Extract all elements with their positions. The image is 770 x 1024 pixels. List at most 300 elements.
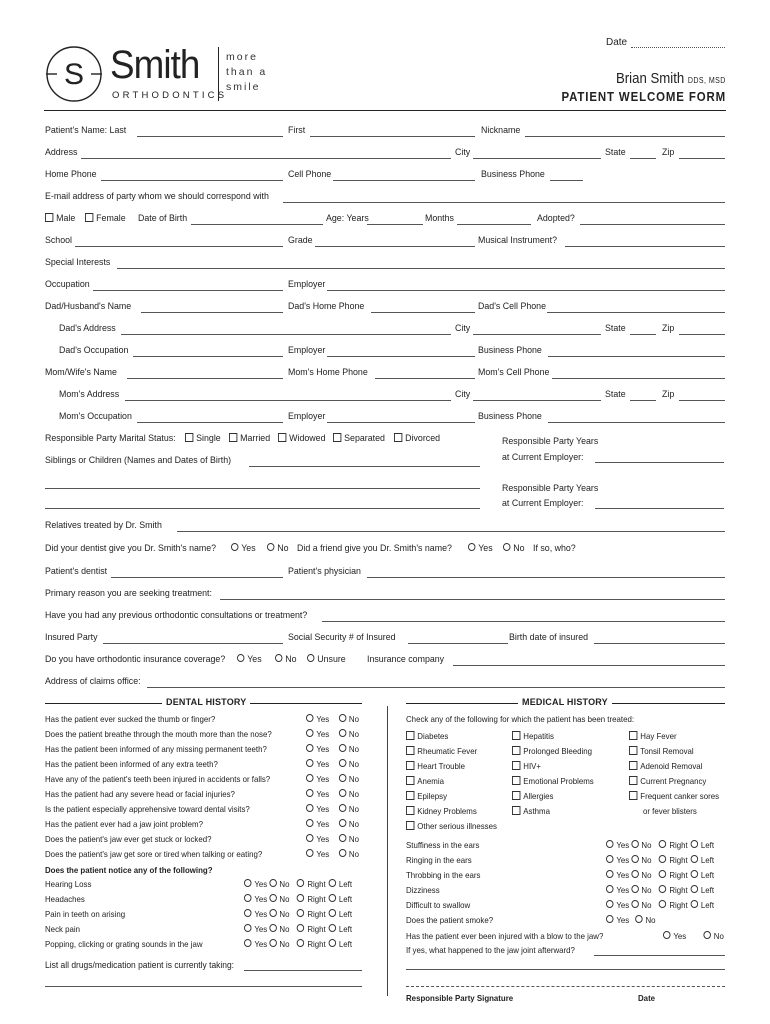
field-interests[interactable]: [117, 268, 725, 269]
medical-symptom-options: [606, 885, 714, 896]
field-dad-home[interactable]: [371, 312, 475, 313]
dental-question: Has the patient ever had a jaw joint problem?: [45, 819, 203, 829]
radio-symptom-left[interactable]: Left: [691, 885, 714, 895]
radio-dental-no[interactable]: No: [339, 759, 359, 769]
label-insured-party: Insured Party: [45, 632, 98, 643]
label-dentist-referral: Did your dentist give you Dr. Smith's name?: [45, 543, 217, 554]
field-jaw-after-2[interactable]: [406, 969, 725, 970]
radio-friend-yes[interactable]: Yes: [468, 542, 493, 556]
field-ssn[interactable]: [408, 643, 508, 644]
field-insured-party[interactable]: [103, 643, 283, 644]
radio-symptom-right[interactable]: Right: [659, 885, 688, 895]
dental-notice-options: [244, 879, 352, 890]
row-reason: [45, 587, 725, 601]
field-business-phone[interactable]: [550, 180, 583, 181]
radio-dental-no[interactable]: No: [339, 729, 359, 739]
field-patient-dentist[interactable]: [111, 577, 283, 578]
row-previous: [45, 609, 725, 623]
radio-symptom-yes[interactable]: Yes: [606, 855, 629, 865]
field-school[interactable]: [75, 246, 283, 247]
label-mom-state: State: [605, 389, 626, 400]
radio-friend-no[interactable]: No: [503, 542, 525, 556]
checkbox-medical-condition[interactable]: Hay Fever: [629, 731, 677, 742]
label-employer: Employer: [288, 279, 326, 290]
dental-history-heading: DENTAL HISTORY: [162, 697, 250, 707]
medical-symptom: Stuffiness in the ears: [406, 840, 480, 850]
row-dad-address: [45, 322, 725, 336]
radio-dental-yes[interactable]: Yes: [306, 744, 329, 754]
label-jaw-after: If yes, what happened to the jaw joint afterward?: [406, 945, 575, 955]
label-jaw-blow: Has the patient ever been injured with a blow to the jaw?: [406, 931, 604, 941]
field-dad-employer[interactable]: [327, 356, 475, 357]
radio-notice-left[interactable]: Left: [329, 894, 352, 904]
rp-years-label-2: at Current Employer:: [502, 452, 584, 463]
row-siblings: [45, 454, 480, 468]
radio-notice-yes[interactable]: Yes: [244, 939, 267, 949]
medical-symptom-options: [606, 900, 714, 911]
medical-symptom-options: [606, 855, 714, 866]
row-dad-occupation: [45, 344, 725, 358]
label-dob-insured: Birth date of insured: [509, 632, 589, 643]
field-relatives[interactable]: [177, 531, 725, 532]
smoke-options: [606, 915, 656, 926]
checkbox-medical-condition[interactable]: Hepatitis: [512, 731, 554, 742]
checkbox-medical-condition[interactable]: Asthma: [512, 806, 550, 817]
jaw-blow-options: [663, 931, 724, 942]
header-rule: [44, 110, 726, 111]
field-reason[interactable]: [220, 599, 725, 600]
row-interests: [45, 256, 725, 270]
checkbox-medical-condition[interactable]: Tonsil Removal: [629, 746, 694, 757]
field-occupation[interactable]: [93, 290, 283, 291]
dental-notice-heading: Does the patient notice any of the following?: [45, 865, 213, 875]
checkbox-separated[interactable]: Separated: [333, 432, 385, 446]
label-medications: List all drugs/medication patient is currently taking:: [45, 960, 235, 970]
row-email: [45, 190, 725, 204]
radio-notice-no[interactable]: No: [269, 924, 289, 934]
field-dad-city[interactable]: [473, 334, 601, 335]
radio-dental-yes[interactable]: Yes: [306, 849, 329, 859]
dental-notice-options: [244, 909, 352, 920]
checkbox-medical-condition[interactable]: Current Pregnancy: [629, 776, 706, 787]
dental-notice-options: [244, 939, 352, 950]
dental-notice-item: Neck pain: [45, 924, 81, 934]
field-mom-state[interactable]: [630, 400, 656, 401]
medical-symptom: Throbbing in the ears: [406, 870, 481, 880]
radio-dental-no[interactable]: No: [339, 804, 359, 814]
dental-question: Have any of the patient's teeth been injured in accidents or falls?: [45, 774, 271, 784]
label-first-name: First: [288, 125, 306, 136]
dental-question: Has the patient had any severe head or facial injuries?: [45, 789, 235, 799]
label-interests: Special Interests: [45, 257, 111, 268]
field-dob-insured[interactable]: [594, 643, 725, 644]
radio-symptom-right[interactable]: Right: [659, 855, 688, 865]
radio-dental-yes[interactable]: Yes: [306, 759, 329, 769]
label-dad-city: City: [455, 323, 471, 334]
field-previous-treatment[interactable]: [322, 621, 725, 622]
label-nickname: Nickname: [481, 125, 521, 136]
label-address: Address: [45, 147, 78, 158]
dental-notice-item: Popping, clicking or grating sounds in the jaw: [45, 939, 203, 949]
field-address[interactable]: [81, 158, 451, 159]
field-dad-zip[interactable]: [679, 334, 725, 335]
radio-notice-yes[interactable]: Yes: [244, 894, 267, 904]
label-claims-office: Address of claims office:: [45, 676, 141, 687]
checkbox-widowed[interactable]: Widowed: [278, 432, 326, 446]
field-grade[interactable]: [315, 246, 475, 247]
label-mom-name: Mom/Wife's Name: [45, 367, 117, 378]
dental-notice-item: Hearing Loss: [45, 879, 92, 889]
dental-question: Does the patient's jaw ever get stuck or locked?: [45, 834, 212, 844]
label-mom-address: Mom's Address: [59, 389, 120, 400]
checkbox-medical-condition[interactable]: Adenoid Removal: [629, 761, 702, 772]
radio-dentist-yes[interactable]: Yes: [231, 542, 256, 556]
label-dad-cell: Dad's Cell Phone: [478, 301, 546, 312]
field-months[interactable]: [457, 224, 531, 225]
field-dob[interactable]: [191, 224, 323, 225]
checkbox-medical-condition[interactable]: Heart Trouble: [406, 761, 465, 772]
field-last-name[interactable]: [137, 136, 283, 137]
field-patient-physician[interactable]: [367, 577, 725, 578]
field-insurance-company[interactable]: [453, 665, 725, 666]
row-referral: [45, 542, 725, 556]
checkbox-medical-condition[interactable]: HIV+: [512, 761, 541, 772]
label-zip: Zip: [662, 147, 675, 158]
label-dob: Date of Birth: [138, 213, 188, 224]
field-rp-years-2[interactable]: [595, 508, 724, 509]
radio-insurance-no[interactable]: No: [275, 653, 297, 667]
field-mom-zip[interactable]: [679, 400, 725, 401]
field-cell-phone[interactable]: [333, 180, 475, 181]
medical-intro: Check any of the following for which the patient has been treated:: [406, 714, 635, 724]
label-reason: Primary reason you are seeking treatment:: [45, 588, 212, 599]
label-dad-name: Dad/Husband's Name: [45, 301, 132, 312]
form-title: PATIENT WELCOME FORM: [561, 89, 726, 104]
field-dad-name[interactable]: [141, 312, 283, 313]
dental-question-options: [306, 804, 359, 815]
dental-question: Does the patient's jaw get sore or tired when talking or eating?: [45, 849, 263, 859]
medical-symptom: Dizziness: [406, 885, 440, 895]
dental-notice-options: [244, 894, 352, 905]
row-insured: [45, 631, 725, 645]
radio-dental-no[interactable]: No: [339, 819, 359, 829]
radio-notice-left[interactable]: Left: [329, 924, 352, 934]
radio-insurance-yes[interactable]: Yes: [237, 653, 262, 667]
radio-symptom-yes[interactable]: Yes: [606, 840, 629, 850]
rp-years-label-4: at Current Employer:: [502, 498, 584, 509]
label-friend-referral: Did a friend give you Dr. Smith's name?: [297, 543, 452, 554]
checkbox-female[interactable]: Female: [85, 212, 126, 226]
radio-notice-right[interactable]: Right: [297, 939, 326, 949]
field-city[interactable]: [473, 158, 601, 159]
radio-notice-yes[interactable]: Yes: [244, 879, 267, 889]
field-zip[interactable]: [679, 158, 725, 159]
label-dad-home: Dad's Home Phone: [288, 301, 365, 312]
logo-tagline: more than a smile: [226, 51, 268, 93]
radio-smoke-yes[interactable]: Yes: [606, 915, 629, 925]
dental-question: Has the patient been informed of any extra teeth?: [45, 759, 218, 769]
medical-symptom-options: [606, 870, 714, 881]
dental-question-options: [306, 789, 359, 800]
label-smoke: Does the patient smoke?: [406, 915, 494, 925]
checkbox-divorced[interactable]: Divorced: [394, 432, 440, 446]
field-nickname[interactable]: [525, 136, 725, 137]
radio-dental-yes[interactable]: Yes: [306, 714, 329, 724]
row-mom: [45, 366, 725, 380]
radio-symptom-yes[interactable]: Yes: [606, 900, 629, 910]
field-email[interactable]: [283, 202, 725, 203]
radio-notice-left[interactable]: Left: [329, 909, 352, 919]
radio-symptom-no[interactable]: No: [631, 870, 651, 880]
radio-dental-yes[interactable]: Yes: [306, 834, 329, 844]
checkbox-medical-condition[interactable]: Rheumatic Fever: [406, 746, 477, 757]
label-business-phone: Business Phone: [481, 169, 545, 180]
radio-symptom-no[interactable]: No: [631, 885, 651, 895]
radio-notice-no[interactable]: No: [269, 939, 289, 949]
radio-dental-yes[interactable]: Yes: [306, 729, 329, 739]
label-school: School: [45, 235, 73, 246]
checkbox-medical-condition[interactable]: Prolonged Bleeding: [512, 746, 592, 757]
radio-dental-yes[interactable]: Yes: [306, 804, 329, 814]
radio-symptom-left[interactable]: Left: [691, 855, 714, 865]
row-marital: [45, 432, 725, 446]
field-claims-office[interactable]: [147, 687, 725, 688]
medical-condition-continued: or fever blisters: [643, 806, 697, 816]
field-age-years[interactable]: [367, 224, 423, 225]
field-mom-occupation[interactable]: [137, 422, 283, 423]
row-relatives: [45, 519, 725, 533]
label-mom-city: City: [455, 389, 471, 400]
radio-notice-left[interactable]: Left: [329, 939, 352, 949]
logo-mark-icon: [44, 44, 104, 104]
radio-dental-no[interactable]: No: [339, 789, 359, 799]
label-dad-employer: Employer: [288, 345, 326, 356]
radio-symptom-yes[interactable]: Yes: [606, 870, 629, 880]
radio-notice-left[interactable]: Left: [329, 879, 352, 889]
field-medications-2[interactable]: [45, 986, 362, 987]
checkbox-medical-condition[interactable]: Epilepsy: [406, 791, 447, 802]
field-dad-cell[interactable]: [547, 312, 725, 313]
field-mom-cell[interactable]: [552, 378, 725, 379]
radio-dental-no[interactable]: No: [339, 744, 359, 754]
date-field[interactable]: [631, 47, 725, 48]
logo: [44, 44, 274, 104]
radio-symptom-no[interactable]: No: [631, 900, 651, 910]
logo-subtitle: ORTHODONTICS: [112, 90, 228, 101]
radio-dental-no[interactable]: No: [339, 834, 359, 844]
checkbox-medical-condition[interactable]: Allergies: [512, 791, 553, 802]
field-mom-employer[interactable]: [327, 422, 475, 423]
label-city: City: [455, 147, 471, 158]
dental-question: Has the patient ever sucked the thumb or finger?: [45, 714, 216, 724]
dental-notice-options: [244, 924, 352, 935]
radio-dental-no[interactable]: No: [339, 849, 359, 859]
radio-notice-yes[interactable]: Yes: [244, 924, 267, 934]
field-mom-city[interactable]: [473, 400, 601, 401]
radio-smoke-no[interactable]: No: [635, 915, 655, 925]
radio-dental-no[interactable]: No: [339, 714, 359, 724]
label-last-name: Patient's Name: Last: [45, 125, 127, 136]
radio-notice-yes[interactable]: Yes: [244, 909, 267, 919]
field-mom-home[interactable]: [375, 378, 475, 379]
field-dad-state[interactable]: [630, 334, 656, 335]
checkbox-medical-condition[interactable]: Kidney Problems: [406, 806, 477, 817]
radio-dentist-no[interactable]: No: [267, 542, 289, 556]
label-relatives: Relatives treated by Dr. Smith: [45, 520, 162, 531]
field-first-name[interactable]: [310, 136, 475, 137]
dental-notice-item: Headaches: [45, 894, 85, 904]
field-mom-address[interactable]: [125, 400, 451, 401]
dental-question-options: [306, 729, 359, 740]
field-dad-business-phone[interactable]: [548, 356, 725, 357]
medical-symptom: Difficult to swallow: [406, 900, 471, 910]
checkbox-medical-condition[interactable]: Emotional Problems: [512, 776, 594, 787]
radio-notice-right[interactable]: Right: [297, 894, 326, 904]
radio-notice-no[interactable]: No: [269, 909, 289, 919]
dental-notice-item: Pain in teeth on arising: [45, 909, 126, 919]
row-mom-occupation: [45, 410, 725, 424]
row-school: [45, 234, 725, 248]
label-instrument: Musical Instrument?: [478, 235, 558, 246]
date-label: Date: [606, 37, 628, 48]
label-dad-business-phone: Business Phone: [478, 345, 542, 356]
field-adopted[interactable]: [580, 224, 725, 225]
field-mom-name[interactable]: [127, 378, 283, 379]
dental-question-options: [306, 834, 359, 845]
row-address: [45, 146, 725, 160]
label-signature: Responsible Party Signature: [406, 993, 514, 1003]
svg-text:S: S: [63, 58, 85, 91]
field-siblings-3[interactable]: [45, 508, 480, 509]
label-home-phone: Home Phone: [45, 169, 97, 180]
radio-symptom-left[interactable]: Left: [691, 870, 714, 880]
label-signature-date: Date: [638, 993, 656, 1003]
radio-symptom-no[interactable]: No: [631, 855, 651, 865]
field-home-phone[interactable]: [101, 180, 283, 181]
dental-question-options: [306, 849, 359, 860]
radio-symptom-right[interactable]: Right: [659, 870, 688, 880]
label-cell-phone: Cell Phone: [288, 169, 332, 180]
label-patient-physician: Patient's physician: [288, 566, 361, 577]
row-mom-address: [45, 388, 725, 402]
label-mom-occupation: Mom's Occupation: [59, 411, 132, 422]
radio-notice-right[interactable]: Right: [297, 879, 326, 889]
radio-dental-yes[interactable]: Yes: [306, 819, 329, 829]
logo-name: Smith: [110, 43, 200, 87]
label-mom-home: Mom's Home Phone: [288, 367, 368, 378]
radio-notice-no[interactable]: No: [269, 894, 289, 904]
label-dad-address: Dad's Address: [59, 323, 116, 334]
checkbox-medical-condition[interactable]: Diabetes: [406, 731, 448, 742]
medical-symptom: Ringing in the ears: [406, 855, 472, 865]
radio-symptom-right[interactable]: Right: [659, 840, 688, 850]
row-claims: [45, 675, 725, 689]
rp-years-label-3: Responsible Party Years: [502, 483, 599, 494]
row-occupation: [45, 278, 725, 292]
field-medications-1[interactable]: [244, 970, 362, 971]
radio-dental-no[interactable]: No: [339, 774, 359, 784]
checkbox-male[interactable]: Male: [45, 212, 75, 226]
label-occupation: Occupation: [45, 279, 90, 290]
field-siblings[interactable]: [249, 466, 480, 467]
label-mom-cell: Mom's Cell Phone: [478, 367, 550, 378]
doctor-name: Brian Smith DDS, MSD: [616, 70, 726, 87]
radio-insurance-unsure[interactable]: Unsure: [307, 653, 346, 667]
label-insurance-company: Insurance company: [367, 654, 445, 665]
field-mom-business-phone[interactable]: [548, 422, 725, 423]
row-phones: [45, 168, 725, 182]
radio-symptom-left[interactable]: Left: [691, 900, 714, 910]
row-dad: [45, 300, 725, 314]
checkbox-medical-condition[interactable]: Anemia: [406, 776, 444, 787]
row-dentist-physician: [45, 565, 725, 579]
label-months: Months: [425, 213, 454, 224]
radio-dental-yes[interactable]: Yes: [306, 774, 329, 784]
label-ssn: Social Security # of Insured: [288, 632, 396, 643]
label-grade: Grade: [288, 235, 313, 246]
label-email: E-mail address of party whom we should correspond with: [45, 191, 269, 202]
label-mom-employer: Employer: [288, 411, 326, 422]
label-mom-business-phone: Business Phone: [478, 411, 542, 422]
field-dad-occupation[interactable]: [133, 356, 283, 357]
radio-notice-no[interactable]: No: [269, 879, 289, 889]
signature-line[interactable]: [406, 986, 725, 987]
label-dad-zip: Zip: [662, 323, 675, 334]
field-siblings-2[interactable]: [45, 488, 480, 489]
label-siblings: Siblings or Children (Names and Dates of Birth): [45, 455, 232, 466]
field-employer[interactable]: [327, 290, 725, 291]
label-dad-state: State: [605, 323, 626, 334]
checkbox-medical-condition[interactable]: Frequent canker sores: [629, 791, 719, 802]
label-mom-zip: Zip: [662, 389, 675, 400]
radio-symptom-left[interactable]: Left: [691, 840, 714, 850]
radio-jaw-blow-yes[interactable]: Yes: [663, 931, 686, 941]
row-insurance: [45, 653, 725, 667]
radio-notice-right[interactable]: Right: [297, 909, 326, 919]
dental-question-options: [306, 774, 359, 785]
dental-question: Is the patient especially apprehensive toward dental visits?: [45, 804, 250, 814]
radio-symptom-no[interactable]: No: [631, 840, 651, 850]
radio-notice-right[interactable]: Right: [297, 924, 326, 934]
field-jaw-after-1[interactable]: [594, 955, 725, 956]
radio-dental-yes[interactable]: Yes: [306, 789, 329, 799]
radio-symptom-yes[interactable]: Yes: [606, 885, 629, 895]
radio-jaw-blow-no[interactable]: No: [703, 931, 723, 941]
label-insurance-coverage: Do you have orthodontic insurance coverage?: [45, 654, 226, 665]
field-state[interactable]: [630, 158, 656, 159]
checkbox-married[interactable]: Married: [229, 432, 270, 446]
field-rp-years-1[interactable]: [595, 462, 724, 463]
dental-question-options: [306, 714, 359, 725]
label-state: State: [605, 147, 626, 158]
radio-symptom-right[interactable]: Right: [659, 900, 688, 910]
label-marital-status: Responsible Party Marital Status:: [45, 433, 176, 444]
row-patient-name: [45, 124, 725, 138]
label-if-so-who: If so, who?: [533, 543, 576, 554]
checkbox-single[interactable]: Single: [185, 432, 221, 446]
field-dad-address[interactable]: [121, 334, 451, 335]
dental-question: Does the patient breathe through the mouth more than the nose?: [45, 729, 272, 739]
label-age-years: Age: Years: [326, 213, 369, 224]
row-sex-dob: [45, 212, 725, 226]
field-instrument[interactable]: [565, 246, 725, 247]
checkbox-medical-condition[interactable]: Other serious illnesses: [406, 821, 497, 832]
medical-symptom-options: [606, 840, 714, 851]
rp-years-label-1: Responsible Party Years: [502, 436, 599, 447]
medical-history-heading: MEDICAL HISTORY: [518, 697, 612, 707]
column-divider: [387, 706, 388, 996]
label-adopted: Adopted?: [537, 213, 575, 224]
